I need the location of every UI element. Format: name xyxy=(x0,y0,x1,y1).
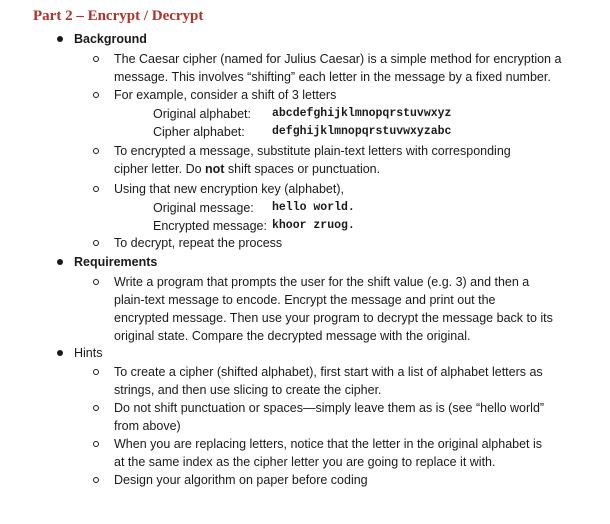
encrypted-message-value: khoor zruog. xyxy=(272,219,355,232)
background-text: message. This involves “shifting” each letter in the message by a fixed number. xyxy=(114,70,551,84)
original-message-label: Original message: xyxy=(153,201,254,215)
cipher-alphabet-value: defghijklmnopqrstuvwxyzabc xyxy=(272,125,452,138)
sub-bullet xyxy=(93,369,99,375)
sub-bullet xyxy=(93,279,99,285)
background-text: To encrypted a message, substitute plain-text letters with corresponding xyxy=(114,144,511,158)
cipher-alphabet-label: Cipher alphabet: xyxy=(153,125,245,139)
hint-text: at the same index as the cipher letter you are going to replace it with. xyxy=(114,455,496,469)
sub-bullet xyxy=(93,240,99,246)
hint-text: When you are replacing letters, notice that the letter in the original alphabet is xyxy=(114,437,543,451)
requirements-text: plain-text message to encode. Encrypt the message and print out the xyxy=(114,293,496,307)
original-alphabet-label: Original alphabet: xyxy=(153,107,251,121)
original-message-value: hello world. xyxy=(272,201,355,214)
sub-bullet xyxy=(93,477,99,483)
sub-bullet xyxy=(93,92,99,98)
requirements-text: encrypted message. Then use your program to decrypt the message back to its xyxy=(114,311,553,325)
page-title: Part 2 – Encrypt / Decrypt xyxy=(33,8,204,24)
section-heading-hints: Hints xyxy=(74,346,103,360)
encrypted-message-label: Encrypted message: xyxy=(153,219,267,233)
background-text: To decrypt, repeat the process xyxy=(114,236,283,250)
background-text: cipher letter. Do not shift spaces or punctuation. xyxy=(114,162,381,176)
sub-bullet xyxy=(93,405,99,411)
sub-bullet xyxy=(93,441,99,447)
hint-text: from above) xyxy=(114,419,181,433)
hint-text: Do not shift punctuation or spaces—simply leave them as is (see “hello world” xyxy=(114,401,545,415)
bullet-dot xyxy=(57,350,63,356)
section-heading-requirements: Requirements xyxy=(74,255,158,269)
bullet-dot xyxy=(57,36,63,42)
hint-text: To create a cipher (shifted alphabet), first start with a list of alphabet letters as xyxy=(114,365,543,379)
requirements-text: Write a program that prompts the user for the shift value (e.g. 3) and then a xyxy=(114,275,530,289)
background-text: Using that new encryption key (alphabet), xyxy=(114,182,344,196)
sub-bullet xyxy=(93,148,99,154)
sub-bullet xyxy=(93,56,99,62)
background-text: The Caesar cipher (named for Julius Caesar) is a simple method for encryption a xyxy=(114,52,562,66)
hint-text: Design your algorithm on paper before coding xyxy=(114,473,368,487)
hint-text: strings, and then use slicing to create the cipher. xyxy=(114,383,382,397)
sub-bullet xyxy=(93,186,99,192)
bullet-dot xyxy=(57,259,63,265)
original-alphabet-value: abcdefghijklmnopqrstuvwxyz xyxy=(272,107,452,120)
background-text: For example, consider a shift of 3 letters xyxy=(114,88,337,102)
requirements-text: original state. Compare the decrypted message with the original. xyxy=(114,329,471,343)
section-heading-background: Background xyxy=(74,32,147,46)
